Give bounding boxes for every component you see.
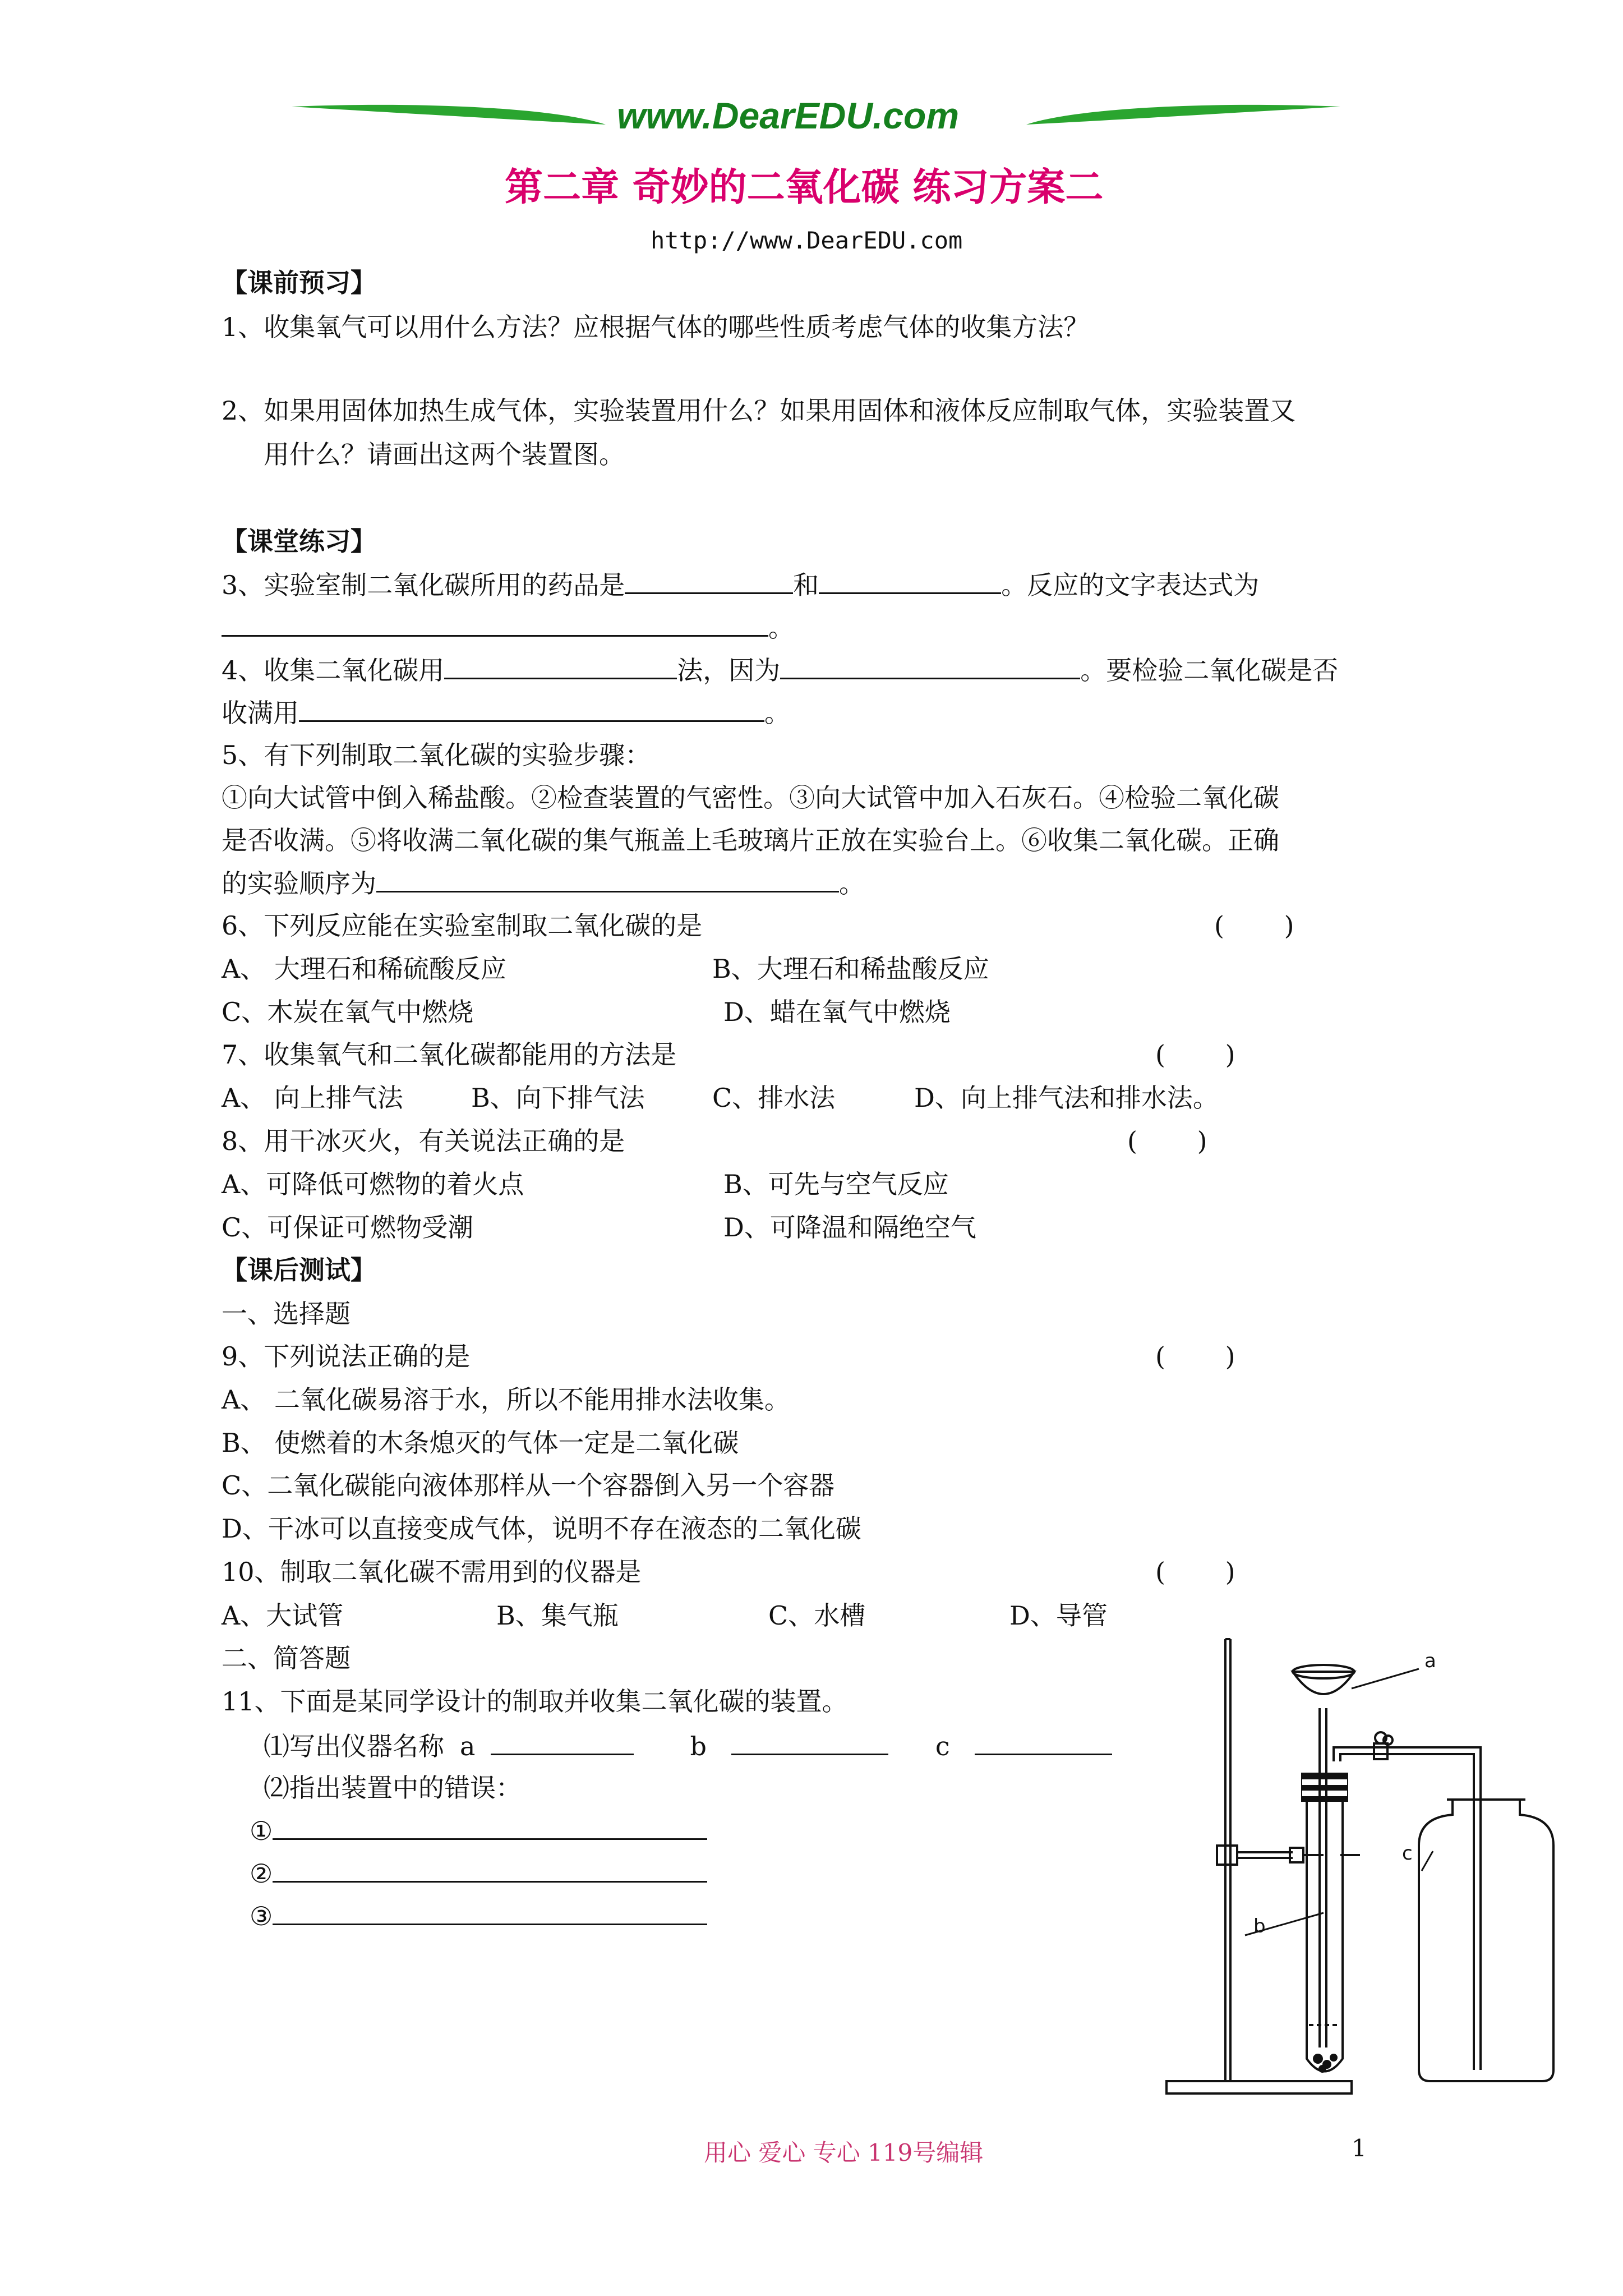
figure-label-a: a	[1424, 1650, 1436, 1672]
question-6: 6、下列反应能在实验室制取二氧化碳的是	[222, 910, 703, 941]
label-a: a	[460, 1731, 476, 1761]
option-d: D、可降温和隔绝空气	[723, 1212, 976, 1243]
question-11-sub-2: ⑵指出装置中的错误：	[264, 1773, 522, 1803]
question-3-and: 和	[793, 570, 819, 600]
answer-blank[interactable]	[376, 866, 839, 892]
question-2-line-2: 用什么？请画出这两个装置图。	[264, 439, 625, 470]
option-a: A、 二氧化碳易溶于水，所以不能用排水法收集。	[222, 1384, 790, 1415]
option-c: C、可保证可燃物受潮	[222, 1212, 474, 1243]
header-url: http://www.DearEDU.com	[651, 227, 963, 254]
error-line-1	[250, 1814, 707, 1848]
error-line-2	[250, 1856, 707, 1890]
instrument-name-prompt: ⑴写出仪器名称	[264, 1731, 444, 1761]
figure-label-c: c	[1402, 1842, 1413, 1865]
option-b: B、可先与空气反应	[723, 1169, 949, 1199]
error-number: ①	[250, 1816, 273, 1846]
part-heading-choice: 一、选择题	[222, 1299, 351, 1329]
question-8: 8、用干冰灭火，有关说法正确的是	[222, 1126, 625, 1156]
section-heading-post-test: 【课后测试】	[222, 1255, 376, 1285]
option-d: D、干冰可以直接变成气体，说明不存在液态的二氧化碳	[222, 1513, 861, 1544]
question-3-line-2	[222, 610, 794, 645]
question-3-end: 。	[768, 613, 794, 643]
label-b: b	[690, 1731, 707, 1761]
long-neck-funnel	[1293, 1672, 1354, 1694]
answer-blank[interactable]	[299, 696, 764, 722]
answer-blank[interactable]	[273, 1899, 707, 1925]
option-d: D、向上排气法和排水法。	[914, 1083, 1219, 1113]
option-d: D、导管	[1009, 1600, 1108, 1631]
option-a: A、大试管	[222, 1600, 344, 1631]
answer-blank[interactable]	[975, 1729, 1112, 1755]
option-a: A、 大理石和稀硫酸反应	[222, 954, 506, 984]
question-4-end: 。	[764, 698, 790, 728]
question-5-line-1: ①向大试管中倒入稀盐酸。②检查装置的气密性。③向大试管中加入石灰石。④检验二氧化碳	[222, 783, 1279, 813]
leader-line-c	[1422, 1851, 1433, 1871]
question-5-line-3	[222, 866, 865, 900]
gas-collecting-jar	[1419, 1801, 1553, 2081]
option-a: A、 向上排气法	[222, 1083, 403, 1113]
question-5-end: 。	[839, 868, 865, 899]
question-4-stem: 4、收集二氧化碳用	[222, 655, 445, 685]
error-number: ②	[250, 1858, 273, 1889]
iron-stand-base	[1166, 2081, 1352, 2093]
question-5-order-label: 的实验顺序为	[222, 868, 376, 899]
banner-right-swoosh	[1026, 105, 1340, 125]
option-d: D、蜡在氧气中燃烧	[723, 997, 951, 1027]
option-a: A、可降低可燃物的着火点	[222, 1169, 524, 1199]
option-b: B、集气瓶	[496, 1600, 619, 1631]
leader-line-a	[1352, 1669, 1419, 1688]
question-4-check: 。要检验二氧化碳是否	[1080, 655, 1339, 685]
clamp-holder	[1217, 1846, 1237, 1865]
answer-blank[interactable]	[273, 1814, 707, 1840]
question-4-line-2	[222, 696, 790, 730]
question-3-line-1	[222, 568, 1259, 602]
question-11-sub-1	[264, 1729, 1112, 1763]
section-heading-classwork: 【课堂练习】	[222, 526, 376, 556]
answer-parentheses[interactable]: ( )	[1155, 1341, 1235, 1372]
banner-site-name: www.DearEDU.com	[617, 95, 960, 136]
answer-parentheses[interactable]: ( )	[1127, 1126, 1207, 1156]
rubber-stopper	[1302, 1774, 1347, 1801]
question-4-because: 法，因为	[677, 655, 781, 685]
spring-clamp	[1374, 1743, 1387, 1759]
option-b: B、 使燃着的木条熄灭的气体一定是二氧化碳	[222, 1428, 739, 1458]
question-7: 7、收集氧气和二氧化碳都能用的方法是	[222, 1039, 677, 1070]
option-c: C、水槽	[768, 1600, 866, 1631]
answer-blank[interactable]	[625, 568, 793, 594]
option-b: B、向下排气法	[471, 1083, 645, 1113]
label-c: c	[935, 1731, 950, 1761]
question-4-line-1	[222, 653, 1338, 687]
answer-blank[interactable]	[491, 1729, 634, 1755]
answer-blank[interactable]	[819, 568, 1001, 594]
question-4-full-check: 收满用	[222, 698, 299, 728]
answer-blank[interactable]	[780, 653, 1080, 679]
banner-left-swoosh	[292, 105, 606, 125]
answer-blank[interactable]	[273, 1856, 707, 1883]
answer-parentheses[interactable]: ( )	[1214, 910, 1294, 941]
page-number: 1	[1352, 2134, 1367, 2162]
section-heading-preview: 【课前预习】	[222, 268, 376, 298]
question-9: 9、下列说法正确的是	[222, 1341, 471, 1372]
question-1: 1、收集氧气可以用什么方法？应根据气体的哪些性质考虑气体的收集方法？	[222, 312, 1090, 342]
delivery-tube	[1334, 1747, 1481, 2070]
option-b: B、大理石和稀盐酸反应	[712, 954, 989, 984]
question-5-title: 5、有下列制取二氧化碳的实验步骤：	[222, 740, 651, 770]
page-title: 第二章 奇妙的二氧化碳 练习方案二	[505, 165, 1104, 210]
footer-text: 用心 爱心 专心 119号编辑	[704, 2139, 984, 2166]
question-10: 10、制取二氧化碳不需用到的仪器是	[222, 1557, 642, 1587]
question-5-line-2: 是否收满。⑤将收满二氧化碳的集气瓶盖上毛玻璃片正放在实验台上。⑥收集二氧化碳。正确	[222, 825, 1279, 855]
answer-blank[interactable]	[731, 1729, 888, 1755]
option-c: C、二氧化碳能向液体那样从一个容器倒入另一个容器	[222, 1470, 835, 1501]
question-3-expression: 。反应的文字表达式为	[1001, 570, 1260, 600]
option-c: C、木炭在氧气中燃烧	[222, 997, 474, 1027]
question-11: 11、下面是某同学设计的制取并收集二氧化碳的装置。	[222, 1686, 848, 1717]
answer-parentheses[interactable]: ( )	[1155, 1039, 1235, 1070]
option-c: C、排水法	[712, 1083, 836, 1113]
figure-label-b: b	[1253, 1915, 1266, 1938]
test-tube	[1307, 1798, 1343, 2072]
error-number: ③	[250, 1901, 273, 1931]
co2-apparatus-figure	[1155, 1632, 1559, 2098]
error-line-3	[250, 1899, 707, 1933]
question-2-line-1: 2、如果用固体加热生成气体，实验装置用什么？如果用固体和液体反应制取气体，实验装置又	[222, 395, 1296, 426]
answer-parentheses[interactable]: ( )	[1155, 1557, 1235, 1587]
answer-blank[interactable]	[444, 653, 677, 679]
part-heading-short-answer: 二、简答题	[222, 1643, 351, 1673]
question-3-stem: 3、实验室制二氧化碳所用的药品是	[222, 570, 625, 600]
answer-blank[interactable]	[222, 610, 768, 637]
